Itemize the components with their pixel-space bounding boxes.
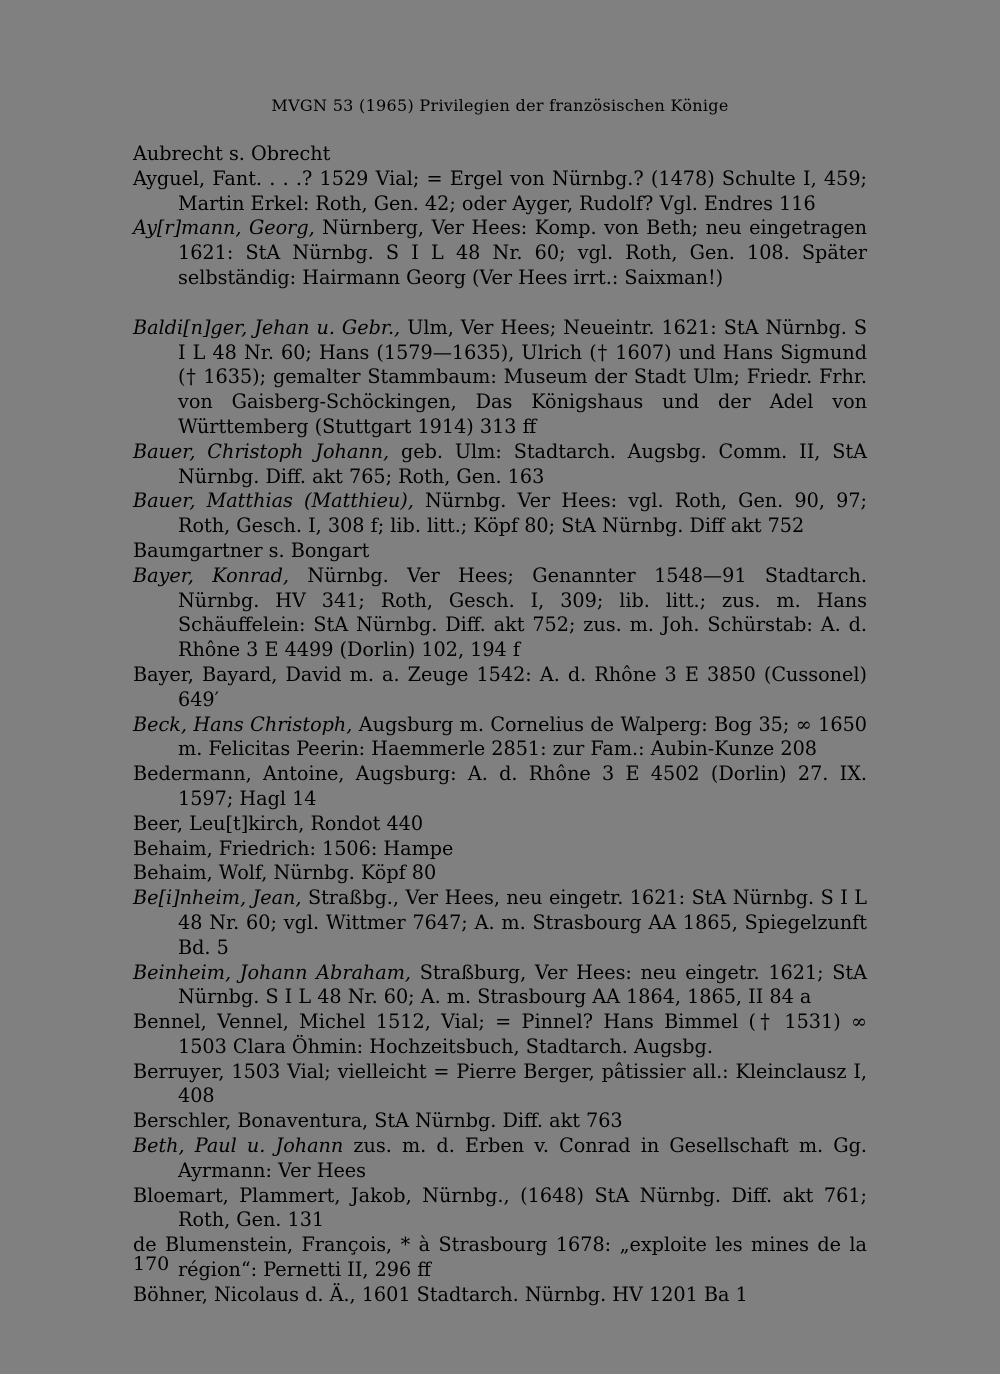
list-item <box>133 1233 867 1283</box>
list-item <box>133 961 867 1011</box>
entry-name: Baldi[n]ger, Jehan u. Gebr., <box>133 315 401 339</box>
entry-text: geb. Ulm: Stadtarch. Augsbg. Comm. II, StA Nürnbg. Diff. akt 765; Roth, Gen. 163 <box>178 439 867 488</box>
list-item <box>133 886 867 960</box>
running-head: MVGN 53 (1965) Privilegien der französischen Könige <box>271 96 729 115</box>
list-item <box>133 167 867 217</box>
entry-text: Baumgartner s. Bongart <box>133 538 370 562</box>
list-item <box>133 1060 867 1110</box>
entry-text: Nürnberg, Ver Hees: Komp. von Beth; neu eingetragen 1621: StA Nürnbg. S I L 48 Nr. 60; vgl. Roth, Gen. 108. Später selbständig: Hairmann Georg (Ver Hees irrt.: Saixman!) <box>178 216 867 289</box>
list-item <box>133 440 867 490</box>
entry-list <box>133 142 867 1308</box>
list-item <box>133 861 867 886</box>
entry-text: Straßburg, Ver Hees: neu eingetr. 1621; StA Nürnbg. S I L 48 Nr. 60; A. m. Strasbourg AA 1864, 1865, II 84 a <box>178 960 868 1009</box>
list-item <box>133 539 867 564</box>
list-item <box>133 663 867 713</box>
page-number: 170 <box>133 1253 170 1275</box>
entry-text: Straßbg., Ver Hees, neu eingetr. 1621: StA Nürnbg. S I L 48 Nr. 60; vgl. Wittmer 7647; A. m. Strasbourg AA 1865, Spiegelzunft Bd. 5 <box>178 886 867 959</box>
list-item <box>133 1184 867 1234</box>
entry-text: Bennel, Vennel, Michel 1512, Vial; = Pinnel? Hans Bimmel († 1531) ∞ 1503 Clara Öhmin: Hochzeitsbuch, Stadtarch. Augsbg. <box>133 1010 867 1058</box>
entry-text: Bedermann, Antoine, Augsburg: A. d. Rhône 3 E 4502 (Dorlin) 27. IX. 1597; Hagl 14 <box>133 762 867 810</box>
entry-text: de Blumenstein, François, * à Strasbourg 1678: „exploite les mines de la région“: Pernetti II, 296 ff <box>133 1233 867 1282</box>
list-item <box>133 762 867 812</box>
entry-name: Beck, Hans Christoph, <box>133 712 353 736</box>
list-item <box>133 564 867 663</box>
list-item <box>133 316 867 440</box>
entry-name: Beinheim, Johann Abraham, <box>133 960 412 984</box>
entry-text: Nürnbg. Ver Hees: vgl. Roth, Gen. 90, 97; Roth, Gesch. I, 308 f; lib. litt.; Köpf 80; StA Nürnbg. Diff akt 752 <box>178 489 867 538</box>
entry-text: zus. m. d. Erben v. Conrad in Gesellschaft m. Gg. Ayrmann: Ver Hees <box>178 1134 867 1182</box>
entry-name: Ay[r]mann, Georg, <box>133 216 315 240</box>
entry-text: Böhner, Nicolaus d. Ä., 1601 Stadtarch. Nürnbg. HV 1201 Ba 1 <box>133 1282 748 1306</box>
entry-name: Beth, Paul u. Johann <box>133 1134 344 1158</box>
list-item <box>133 1010 867 1060</box>
list-item <box>133 142 867 167</box>
entry-text: Ulm, Ver Hees; Neueintr. 1621: StA Nürnbg. S I L 48 Nr. 60; Hans (1579—1635), Ulrich († 1607) und Hans Sigmund († 1635); gemalter Stammbaum: Museum der Stadt Ulm; Friedr. Frhr. von Gaisberg-Schöckingen, Das Königshaus und der Adel von Württemberg (Stuttgart 1914) 313 ff <box>178 315 867 438</box>
list-item <box>133 713 867 763</box>
entry-text: Beer, Leu[t]kirch, Rondot 440 <box>133 811 424 835</box>
entry-text: Ayguel, Fant. . . .? 1529 Vial; = Ergel von Nürnbg.? (1478) Schulte I, 459; Martin Erkel: Roth, Gen. 42; oder Ayger, Rudolf? Vgl. Endres 116 <box>133 166 867 215</box>
entry-text: Behaim, Wolf, Nürnbg. Köpf 80 <box>133 861 437 885</box>
list-item <box>133 489 867 539</box>
entry-name: Bauer, Christoph Johann, <box>133 439 390 463</box>
list-item <box>133 1134 867 1184</box>
entry-text: Behaim, Friedrich: 1506: Hampe <box>133 836 454 860</box>
entry-text: Berruyer, 1503 Vial; vielleicht = Pierre Berger, pâtissier all.: Kleinclausz I, 408 <box>133 1059 867 1108</box>
list-item <box>133 216 867 290</box>
entry-text: Augsburg m. Cornelius de Walperg: Bog 35; ∞ 1650 m. Felicitas Peerin: Haemmerle 2851: zur Fam.: Aubin-Kunze 208 <box>178 712 867 761</box>
list-item <box>133 1283 867 1308</box>
entry-name: Bayer, Konrad, <box>133 563 290 587</box>
entry-text: Bloemart, Plammert, Jakob, Nürnbg., (1648) StA Nürnbg. Diff. akt 761; Roth, Gen. 131 <box>133 1183 867 1232</box>
entry-text: Aubrecht s. Obrecht <box>133 142 331 165</box>
list-item <box>133 837 867 862</box>
list-item <box>133 812 867 837</box>
entry-text: Nürnbg. Ver Hees; Genannter 1548—91 Stadtarch. Nürnbg. HV 341; Roth, Gesch. I, 309; lib. litt.; zus. m. Hans Schäuffelein: StA Nürnbg. Diff. akt 752; zus. m. Joh. Schürstab: A. d. Rhône 3 E 4499 (Dorlin) 102, 194 f <box>178 563 868 662</box>
entry-name: Be[i]nheim, Jean, <box>133 886 302 910</box>
entry-name: Bauer, Matthias (Matthieu), <box>133 489 414 513</box>
list-item <box>133 1109 867 1134</box>
entry-text: Berschler, Bonaventura, StA Nürnbg. Diff. akt 763 <box>133 1109 623 1133</box>
entry-text: Bayer, Bayard, David m. a. Zeuge 1542: A. d. Rhône 3 E 3850 (Cussonel) 649′ <box>133 662 867 711</box>
